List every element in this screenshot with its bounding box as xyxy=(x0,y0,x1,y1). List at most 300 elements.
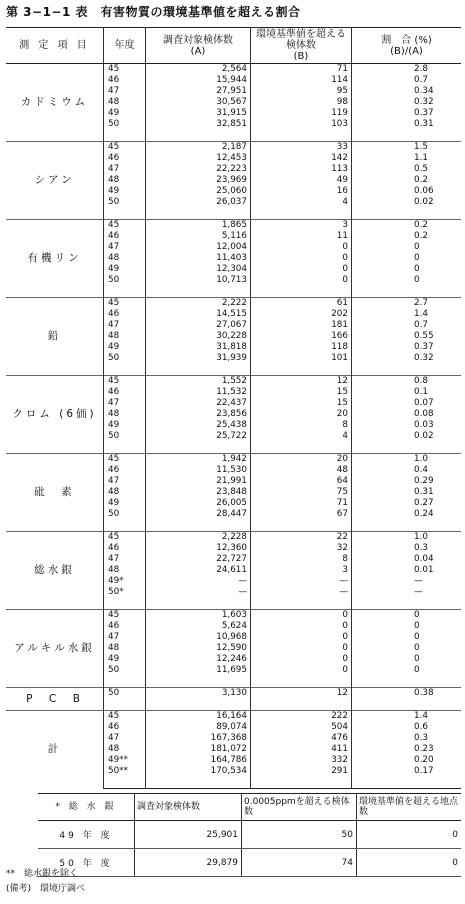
cell-exceed: 16 xyxy=(251,186,352,197)
cell-ratio: 0.32 xyxy=(414,353,434,363)
table-row xyxy=(6,142,461,154)
spacer-cell xyxy=(352,286,462,298)
cell-count: 22,437 xyxy=(146,398,251,409)
cell-year: 48 xyxy=(104,409,146,420)
cell-exceed: 12 xyxy=(251,376,352,388)
cell-year: 50 xyxy=(104,119,146,130)
cell-count: 11,695 xyxy=(146,665,251,676)
cell-exceed: 202 xyxy=(251,309,352,320)
main-table xyxy=(6,27,461,789)
cell-exceed: 67 xyxy=(251,509,352,520)
cell-exceed: 0 xyxy=(251,264,352,275)
sub-cell-ppm: 74 xyxy=(242,849,357,877)
cell-year: 47 xyxy=(104,554,146,565)
table-row xyxy=(6,298,461,310)
cell-ratio: 2.8 xyxy=(414,64,428,74)
cell-count: 5,116 xyxy=(146,231,251,242)
cell-year: 47 xyxy=(104,632,146,643)
footnote-source: (備考) 環境庁調べ xyxy=(6,884,86,894)
cell-ratio: 0 xyxy=(414,621,420,631)
header-count: 調査対象検体数 (A) xyxy=(146,28,251,64)
cell-year: 49* xyxy=(104,576,146,587)
spacer-cell xyxy=(251,520,352,532)
sub-header-count: 調査対象検体数 xyxy=(135,794,242,821)
cell-ratio: 0.34 xyxy=(414,86,434,96)
cell-exceed: 0 xyxy=(251,242,352,253)
table-row xyxy=(6,64,461,76)
cell-exceed: 15 xyxy=(251,387,352,398)
cell-exceed: 113 xyxy=(251,164,352,175)
cell-exceed: 181 xyxy=(251,320,352,331)
cell-year: 46 xyxy=(104,621,146,632)
sub-cell-year: 49 年 度 xyxy=(38,821,135,849)
cell-count: 2,564 xyxy=(146,64,251,76)
cell-exceed: 103 xyxy=(251,119,352,130)
cell-ratio: 0.02 xyxy=(414,197,434,207)
cell-count: 170,534 xyxy=(146,766,251,777)
spacer-cell xyxy=(251,598,352,610)
cell-exceed: 0 xyxy=(251,632,352,643)
cell-ratio: 0.32 xyxy=(414,97,434,107)
cell-count: — xyxy=(146,576,251,587)
cell-count: 12,246 xyxy=(146,654,251,665)
cell-count: 22,223 xyxy=(146,164,251,175)
cell-count: 27,951 xyxy=(146,86,251,97)
spacer-cell xyxy=(146,598,251,610)
spacer-cell xyxy=(104,364,146,376)
cell-count: 28,447 xyxy=(146,509,251,520)
cell-year: 48 xyxy=(104,744,146,755)
cell-count: 24,611 xyxy=(146,565,251,576)
spacer-cell xyxy=(251,676,352,688)
cell-exceed: 0 xyxy=(251,665,352,676)
cell-exceed: 411 xyxy=(251,744,352,755)
cell-count: 27,067 xyxy=(146,320,251,331)
cell-count: 1,865 xyxy=(146,220,251,232)
cell-count: 26,005 xyxy=(146,498,251,509)
spacer-cell xyxy=(251,286,352,298)
spacer-cell xyxy=(104,520,146,532)
cell-exceed: 291 xyxy=(251,766,352,777)
cell-exceed: 22 xyxy=(251,532,352,544)
cell-exceed: 504 xyxy=(251,722,352,733)
row-group-label: シアン xyxy=(6,142,104,220)
cell-year: 47 xyxy=(104,476,146,487)
cell-count: 25,722 xyxy=(146,431,251,442)
cell-year: 48 xyxy=(104,643,146,654)
cell-year: 49 xyxy=(104,498,146,509)
spacer-cell xyxy=(251,130,352,142)
cell-ratio: 0.2 xyxy=(414,231,428,241)
cell-count: 23,969 xyxy=(146,175,251,186)
cell-count: 31,939 xyxy=(146,353,251,364)
cell-exceed: 32 xyxy=(251,543,352,554)
cell-count: 14,515 xyxy=(146,309,251,320)
sub-cell-sites: 0 xyxy=(357,849,462,877)
spacer-cell xyxy=(146,208,251,220)
spacer-cell xyxy=(146,676,251,688)
cell-count: 11,532 xyxy=(146,387,251,398)
cell-ratio: 0.5 xyxy=(414,164,428,174)
cell-ratio: 1.4 xyxy=(352,711,462,723)
cell-count: 23,848 xyxy=(146,487,251,498)
cell-ratio: 0.2 xyxy=(352,220,462,232)
spacer-cell xyxy=(146,777,251,789)
cell-exceed: 222 xyxy=(251,711,352,723)
cell-ratio: 0.38 xyxy=(352,688,462,700)
cell-ratio: 0.31 xyxy=(414,119,434,129)
header-ratio: 割 合 (%) (B)/(A) xyxy=(352,28,462,64)
cell-count: 21,991 xyxy=(146,476,251,487)
cell-ratio: 0 xyxy=(414,654,420,664)
cell-year: 50* xyxy=(104,587,146,598)
cell-exceed: 33 xyxy=(251,142,352,154)
row-group-label: 砒 素 xyxy=(6,454,104,532)
cell-exceed: 114 xyxy=(251,75,352,86)
cell-count: 12,304 xyxy=(146,264,251,275)
cell-year: 46 xyxy=(104,153,146,164)
spacer-cell xyxy=(104,442,146,454)
cell-exceed: — xyxy=(251,587,352,598)
cell-year: 46 xyxy=(104,231,146,242)
sub-header-sites: 環境基準値を超える地点数 xyxy=(357,794,462,821)
cell-count: 16,164 xyxy=(146,711,251,723)
cell-count: 15,944 xyxy=(146,75,251,86)
cell-ratio: 0 xyxy=(414,253,420,263)
cell-count: 1,552 xyxy=(146,376,251,388)
cell-count: 12,360 xyxy=(146,543,251,554)
cell-year: 50 xyxy=(104,353,146,364)
cell-exceed: 476 xyxy=(251,733,352,744)
cell-count: 5,624 xyxy=(146,621,251,632)
cell-exceed: 64 xyxy=(251,476,352,487)
cell-ratio: 2.7 xyxy=(352,298,462,310)
cell-ratio: 0.06 xyxy=(414,186,434,196)
cell-ratio: 0.24 xyxy=(414,509,434,519)
cell-year: 49 xyxy=(104,420,146,431)
cell-count: 181,072 xyxy=(146,744,251,755)
spacer-cell xyxy=(104,286,146,298)
cell-year: 50** xyxy=(104,766,146,777)
cell-exceed: 8 xyxy=(251,554,352,565)
cell-exceed: 48 xyxy=(251,465,352,476)
cell-exceed: 75 xyxy=(251,487,352,498)
cell-year: 45 xyxy=(104,298,146,310)
cell-ratio: 0.7 xyxy=(414,320,428,330)
spacer-cell xyxy=(146,699,251,711)
cell-exceed: 71 xyxy=(251,498,352,509)
cell-count: 22,727 xyxy=(146,554,251,565)
cell-exceed: 101 xyxy=(251,353,352,364)
cell-count: 2,228 xyxy=(146,532,251,544)
cell-ratio: 0.37 xyxy=(414,108,434,118)
cell-ratio: 0.01 xyxy=(414,565,434,575)
cell-year: 45 xyxy=(104,142,146,154)
sub-row xyxy=(38,821,461,849)
cell-exceed: 332 xyxy=(251,755,352,766)
cell-count: 164,786 xyxy=(146,755,251,766)
spacer-cell xyxy=(104,676,146,688)
cell-ratio: 0 xyxy=(414,275,420,285)
spacer-cell xyxy=(146,364,251,376)
cell-year: 45 xyxy=(104,220,146,232)
spacer-cell xyxy=(104,699,146,711)
sub-header-item: * 総 水 銀 xyxy=(38,794,135,821)
cell-year: 50 xyxy=(104,197,146,208)
table-title: 第 3−1−1 表 有害物質の環境基準値を超える割合 xyxy=(6,5,301,19)
header-year: 年度 xyxy=(104,28,146,64)
cell-year: 50 xyxy=(104,431,146,442)
row-group-label: 総水銀 xyxy=(6,532,104,610)
spacer-cell xyxy=(251,777,352,789)
cell-count: 11,530 xyxy=(146,465,251,476)
table-row xyxy=(6,711,461,723)
cell-year: 46 xyxy=(104,543,146,554)
cell-ratio: 0 xyxy=(414,264,420,274)
cell-ratio: 0 xyxy=(352,610,462,622)
header-row xyxy=(6,28,461,64)
cell-count: 23,856 xyxy=(146,409,251,420)
cell-ratio: 0.29 xyxy=(414,476,434,486)
cell-ratio: 0.37 xyxy=(414,342,434,352)
cell-count: 12,004 xyxy=(146,242,251,253)
cell-count: 2,187 xyxy=(146,142,251,154)
table-row xyxy=(6,688,461,700)
cell-year: 48 xyxy=(104,97,146,108)
cell-year: 47 xyxy=(104,320,146,331)
cell-ratio: 1.4 xyxy=(414,309,428,319)
cell-count: 167,368 xyxy=(146,733,251,744)
cell-year: 50 xyxy=(104,509,146,520)
cell-exceed: 0 xyxy=(251,654,352,665)
cell-exceed: 0 xyxy=(251,643,352,654)
cell-ratio: 0.55 xyxy=(414,331,434,341)
cell-count: 12,590 xyxy=(146,643,251,654)
cell-ratio: 0.08 xyxy=(414,409,434,419)
row-group-label: カドミウム xyxy=(6,64,104,142)
cell-count: 32,851 xyxy=(146,119,251,130)
spacer-cell xyxy=(352,130,462,142)
cell-year: 48 xyxy=(104,487,146,498)
spacer-cell xyxy=(251,208,352,220)
cell-year: 46 xyxy=(104,309,146,320)
cell-exceed: 0 xyxy=(251,621,352,632)
spacer-cell xyxy=(352,699,462,711)
cell-year: 49 xyxy=(104,654,146,665)
cell-ratio: 0.6 xyxy=(414,722,428,732)
table-row xyxy=(6,610,461,622)
cell-year: 48 xyxy=(104,565,146,576)
cell-ratio: 0.04 xyxy=(414,554,434,564)
row-group-label: クロム (6価) xyxy=(6,376,104,454)
sub-cell-ppm: 50 xyxy=(242,821,357,849)
spacer-cell xyxy=(352,598,462,610)
cell-ratio: 0.03 xyxy=(414,420,434,430)
sub-cell-count: 29,879 xyxy=(135,849,242,877)
spacer-cell xyxy=(251,364,352,376)
sub-header-ppm: 0.0005ppmを超える検体数 xyxy=(242,794,357,821)
cell-year: 49 xyxy=(104,108,146,119)
cell-year: 48 xyxy=(104,331,146,342)
cell-count: 12,453 xyxy=(146,153,251,164)
cell-count: 25,060 xyxy=(146,186,251,197)
spacer-cell xyxy=(352,442,462,454)
cell-year: 45 xyxy=(104,454,146,466)
cell-count: 26,037 xyxy=(146,197,251,208)
cell-ratio: 0.20 xyxy=(414,755,434,765)
cell-ratio: 0.7 xyxy=(414,75,428,85)
spacer-cell xyxy=(352,777,462,789)
sub-cell-year: 50 年 度 xyxy=(38,849,135,877)
cell-exceed: 118 xyxy=(251,342,352,353)
cell-ratio: 0 xyxy=(414,643,420,653)
spacer-cell xyxy=(352,364,462,376)
spacer-cell xyxy=(352,208,462,220)
cell-year: 50 xyxy=(104,275,146,286)
cell-count: 3,130 xyxy=(146,688,251,700)
table-row xyxy=(6,532,461,544)
cell-exceed: 0 xyxy=(251,253,352,264)
spacer-cell xyxy=(146,130,251,142)
cell-exceed: 61 xyxy=(251,298,352,310)
cell-exceed: 3 xyxy=(251,220,352,232)
cell-ratio: 0 xyxy=(414,632,420,642)
cell-ratio: 0.3 xyxy=(414,543,428,553)
footnote-mercury: ** 総水銀を除く xyxy=(6,869,79,879)
cell-ratio: 1.0 xyxy=(352,454,462,466)
cell-ratio: 0.2 xyxy=(414,175,428,185)
spacer-cell xyxy=(352,520,462,532)
cell-exceed: 49 xyxy=(251,175,352,186)
cell-exceed: 8 xyxy=(251,420,352,431)
spacer-cell xyxy=(352,676,462,688)
cell-count: 2,222 xyxy=(146,298,251,310)
table-row xyxy=(6,454,461,466)
row-group-label: 計 xyxy=(6,711,104,789)
cell-count: 89,074 xyxy=(146,722,251,733)
cell-exceed: 0 xyxy=(251,610,352,622)
cell-count: 30,228 xyxy=(146,331,251,342)
cell-year: 45 xyxy=(104,64,146,76)
sub-row xyxy=(38,849,461,877)
cell-exceed: 3 xyxy=(251,565,352,576)
sub-header-row xyxy=(38,794,461,821)
cell-count: 10,968 xyxy=(146,632,251,643)
cell-year: 47 xyxy=(104,242,146,253)
cell-exceed: 4 xyxy=(251,431,352,442)
cell-ratio: 1.1 xyxy=(414,153,428,163)
cell-exceed: 11 xyxy=(251,231,352,242)
spacer-cell xyxy=(104,208,146,220)
cell-ratio: — xyxy=(414,576,423,586)
spacer-cell xyxy=(104,130,146,142)
cell-ratio: 0.02 xyxy=(414,431,434,441)
cell-ratio: 0.4 xyxy=(414,465,428,475)
cell-year: 49 xyxy=(104,342,146,353)
cell-exceed: 142 xyxy=(251,153,352,164)
cell-year: 45 xyxy=(104,532,146,544)
cell-year: 47 xyxy=(104,164,146,175)
spacer-cell xyxy=(146,520,251,532)
cell-ratio: 1.0 xyxy=(352,532,462,544)
cell-exceed: 20 xyxy=(251,409,352,420)
cell-year: 46 xyxy=(104,387,146,398)
cell-year: 50 xyxy=(104,665,146,676)
cell-year: 48 xyxy=(104,175,146,186)
cell-year: 45 xyxy=(104,376,146,388)
cell-exceed: 95 xyxy=(251,86,352,97)
cell-year: 46 xyxy=(104,722,146,733)
spacer-cell xyxy=(146,442,251,454)
cell-exceed: 20 xyxy=(251,454,352,466)
cell-count: 10,713 xyxy=(146,275,251,286)
cell-year: 48 xyxy=(104,253,146,264)
cell-ratio: — xyxy=(414,587,423,597)
cell-year: 50 xyxy=(104,688,146,700)
spacer-cell xyxy=(104,598,146,610)
cell-year: 47 xyxy=(104,86,146,97)
cell-count: 31,818 xyxy=(146,342,251,353)
cell-exceed: — xyxy=(251,576,352,587)
row-group-label: 有機リン xyxy=(6,220,104,298)
cell-exceed: 119 xyxy=(251,108,352,119)
cell-ratio: 0 xyxy=(414,665,420,675)
row-group-label: 鉛 xyxy=(6,298,104,376)
row-group-label: アルキル水銀 xyxy=(6,610,104,688)
cell-count: 11,403 xyxy=(146,253,251,264)
cell-exceed: 71 xyxy=(251,64,352,76)
cell-ratio: 0.3 xyxy=(414,733,428,743)
spacer-cell xyxy=(104,777,146,789)
cell-ratio: 0.8 xyxy=(352,376,462,388)
cell-exceed: 98 xyxy=(251,97,352,108)
spacer-cell xyxy=(251,442,352,454)
cell-year: 45 xyxy=(104,711,146,723)
header-item: 測 定 項 目 xyxy=(6,28,104,64)
cell-ratio: 1.5 xyxy=(352,142,462,154)
cell-year: 46 xyxy=(104,465,146,476)
cell-exceed: 0 xyxy=(251,275,352,286)
cell-count: 1,942 xyxy=(146,454,251,466)
cell-count: 30,567 xyxy=(146,97,251,108)
cell-exceed: 15 xyxy=(251,398,352,409)
cell-year: 45 xyxy=(104,610,146,622)
cell-exceed: 12 xyxy=(251,688,352,700)
cell-ratio: 0.31 xyxy=(414,487,434,497)
cell-count: 31,915 xyxy=(146,108,251,119)
cell-exceed: 166 xyxy=(251,331,352,342)
sub-cell-sites: 0 xyxy=(357,821,462,849)
cell-count: 1,603 xyxy=(146,610,251,622)
cell-ratio: 0.23 xyxy=(414,744,434,754)
cell-year: 47 xyxy=(104,733,146,744)
cell-ratio: 0.17 xyxy=(414,766,434,776)
row-group-label: P C B xyxy=(6,688,104,711)
cell-year: 49** xyxy=(104,755,146,766)
cell-ratio: 0.27 xyxy=(414,498,434,508)
sub-cell-count: 25,901 xyxy=(135,821,242,849)
cell-exceed: 4 xyxy=(251,197,352,208)
mercury-subtable xyxy=(38,793,461,877)
spacer-cell xyxy=(146,286,251,298)
cell-ratio: 0.07 xyxy=(414,398,434,408)
cell-year: 46 xyxy=(104,75,146,86)
cell-count: 25,438 xyxy=(146,420,251,431)
table-row xyxy=(6,376,461,388)
cell-count: — xyxy=(146,587,251,598)
table-row xyxy=(6,220,461,232)
cell-ratio: 0 xyxy=(414,242,420,252)
